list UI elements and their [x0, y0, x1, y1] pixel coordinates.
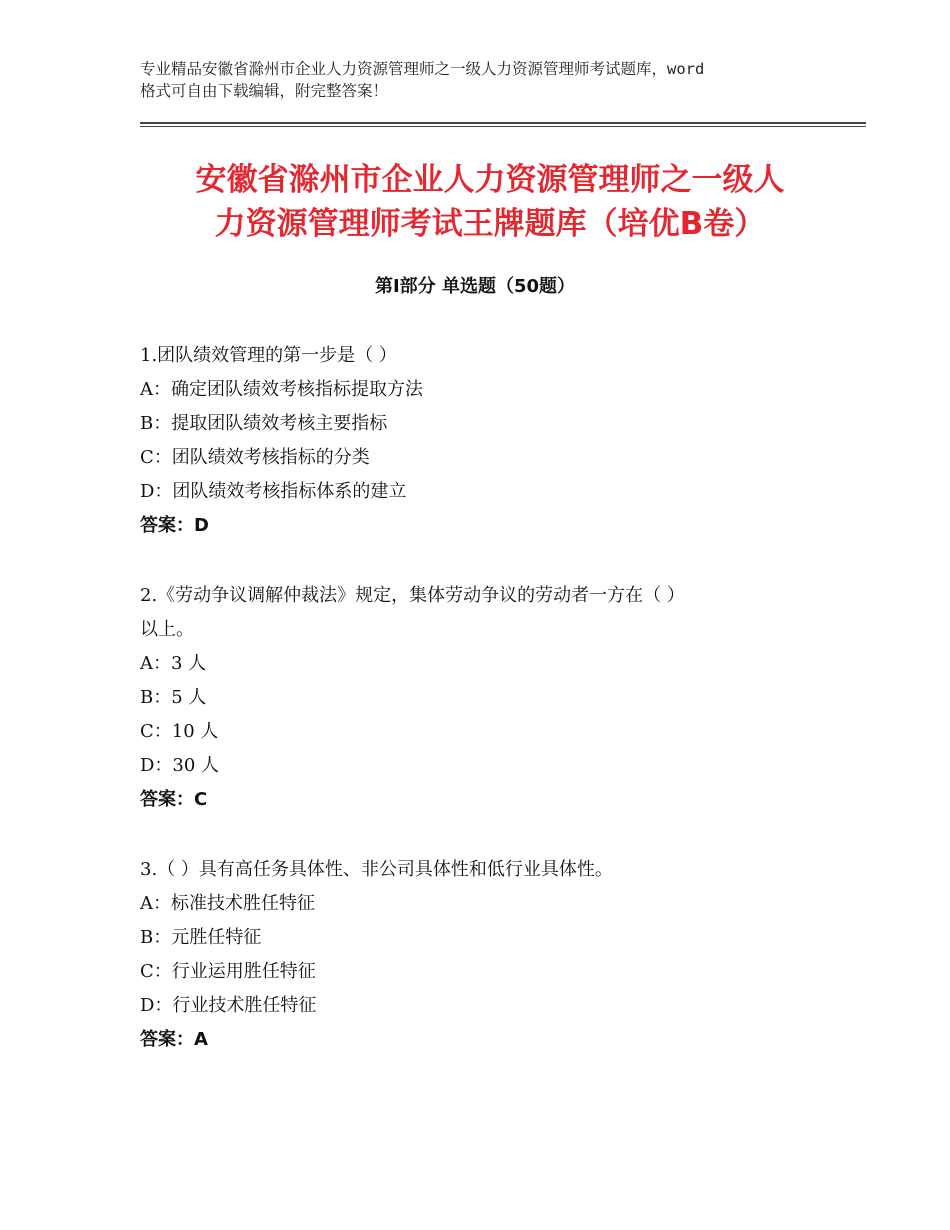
- option-c: C：10 人: [140, 721, 219, 742]
- question-stem: 3.（ ）具有高任务具体性、非公司具体性和低行业具体性。: [140, 859, 613, 880]
- option-c: C：行业运用胜任特征: [140, 961, 316, 982]
- option-d: D：行业技术胜任特征: [140, 995, 317, 1016]
- option-a: A：标准技术胜任特征: [140, 893, 315, 914]
- option-d: D：30 人: [140, 755, 220, 776]
- answer-label: 答案：D: [140, 515, 209, 536]
- answer-label: 答案：C: [140, 789, 208, 810]
- question-block: [140, 853, 820, 1057]
- option-d: D：团队绩效考核指标体系的建立: [140, 481, 407, 502]
- question-stem-continued: 以上。: [140, 619, 194, 640]
- header-divider-thin: [140, 126, 866, 127]
- answer-label: 答案：A: [140, 1029, 208, 1050]
- option-c: C：团队绩效考核指标的分类: [140, 447, 370, 468]
- header-note: [140, 58, 840, 102]
- document-title-line: 安徽省滁州市企业人力资源管理师之一级人: [195, 162, 785, 198]
- option-a: A：确定团队绩效考核指标提取方法: [140, 379, 423, 400]
- header-divider: [140, 122, 866, 124]
- section-heading: 第Ⅰ部分 单选题（50题）: [374, 276, 575, 297]
- question-stem: 1.团队绩效管理的第一步是（ ）: [140, 345, 397, 366]
- option-a: A：3 人: [140, 653, 207, 674]
- option-b: B：元胜任特征: [140, 927, 262, 948]
- header-note-line: 格式可自由下载编辑，附完整答案！: [140, 82, 389, 100]
- option-b: B：提取团队绩效考核主要指标: [140, 413, 388, 434]
- question-stem: 2.《劳动争议调解仲裁法》规定，集体劳动争议的劳动者一方在（ ）: [140, 585, 685, 606]
- document-title-line: 力资源管理师考试王牌题库（培优B卷）: [214, 206, 766, 242]
- document-title: [140, 158, 840, 246]
- question-block: [140, 339, 820, 543]
- option-b: B：5 人: [140, 687, 207, 708]
- header-note-line: 专业精品安徽省滁州市企业人力资源管理师之一级人力资源管理师考试题库，word: [140, 60, 705, 78]
- question-block: [140, 579, 820, 817]
